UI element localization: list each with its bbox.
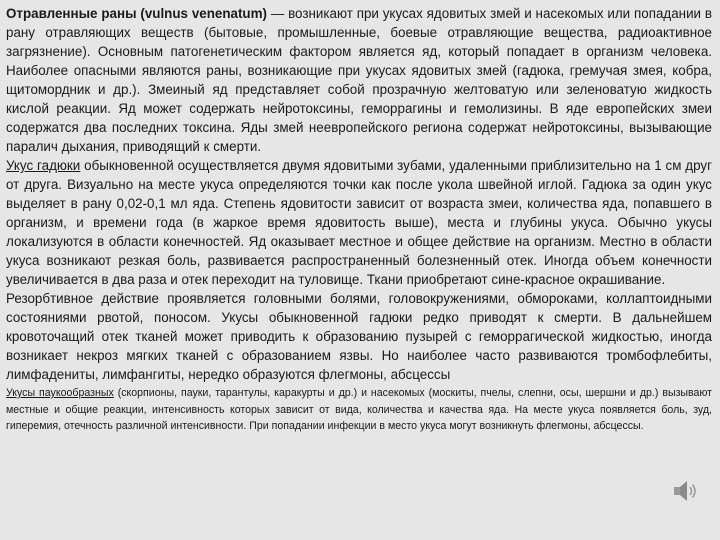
paragraph-text: Резорбтивное действие проявляется головными болями, головокружениями, обмороками, коллаптоидными состояниями рвотой, поносом. Укусы обыкновенной гадюки редко приводят к смерти. В дальнейшем кровоточащий отек тканей может приводить к образованию пузырей с геморрагической жидкостью, иногда возникает некроз мягких тканей с образованием язвы. Но наиболее часто развиваются тромбофлебиты, лимфадениты, лимфангиты, нередко образуются флегмоны, абсцессы: [6, 291, 712, 382]
document-body: [6, 4, 712, 435]
paragraph-resorptive: [6, 289, 712, 384]
paragraph-viper-bite: [6, 156, 712, 289]
term-heading: Отравленные раны (vulnus venenatum): [6, 6, 267, 21]
term-underlined: Укус гадюки: [6, 158, 81, 173]
paragraph-arachnid-bites: [6, 385, 712, 435]
paragraph-text: обыкновенной осуществляется двумя ядовитыми зубами, удаленными приблизительно на 1 см друг от друга. Визуально на месте укуса определяются точки как после укола швейной иглой. Гадюка за один укус выделяет в рану 0,02-0,1 мл яда. Степень ядовитости зависит от возраста змеи, количества яда, попавшего в организм, и времени года (в жаркое время ядовитость выше), места и глубины укуса. Обычно укусы локализуются в области конечностей. Яд оказывает местное и общее действие на организм. Местно в области укуса возникают резкая боль, развивается распространенный болезненный отек. Иногда объем конечности увеличивается в два раза и отек переходит на туловище. Ткани приобретают сине-красное окрашивание.: [6, 158, 712, 287]
paragraph-text: (скорпионы, пауки, тарантулы, каракурты и др.) и насекомых (москиты, пчелы, слепни, осы, шершни и др.) вызывают местные и общие реакции, интенсивность которых зависит от вида, количества и качества яда. На месте укуса появляется боль, зуд, гиперемия, отечность различной интенсивности. При попадании инфекции в место укуса могут возникнуть флегмоны, абсцессы.: [6, 387, 713, 433]
speaker-icon[interactable]: [672, 478, 702, 504]
term-underlined: Укусы паукообразных: [6, 387, 114, 399]
paragraph-text: — возникают при укусах ядовитых змей и насекомых или попадании в рану отравляющих веществ (бытовые, промышленные, боевые отравляющие вещества, радиоактивное загрязнение). Основным патогенетическим фактором является яд, который попадает в организм человека. Наиболее опасными являются раны, возникающие при укусах ядовитых змей (гадюка, гремучая змея, кобра, щитомордник и др.). Змеиный яд представляет собой прозрачную желтоватую или зеленоватую жидкость кислой реакции. Яд может содержать нейротоксины, геморрагины и гемолизины. В яде европейских змеи содержатся два последних токсина. Яды змей неевропейского региона содержат нейротоксины, вызывающие паралич дыхания, приводящий к смерти.: [6, 6, 712, 154]
paragraph-poisoned-wounds: [6, 4, 712, 156]
